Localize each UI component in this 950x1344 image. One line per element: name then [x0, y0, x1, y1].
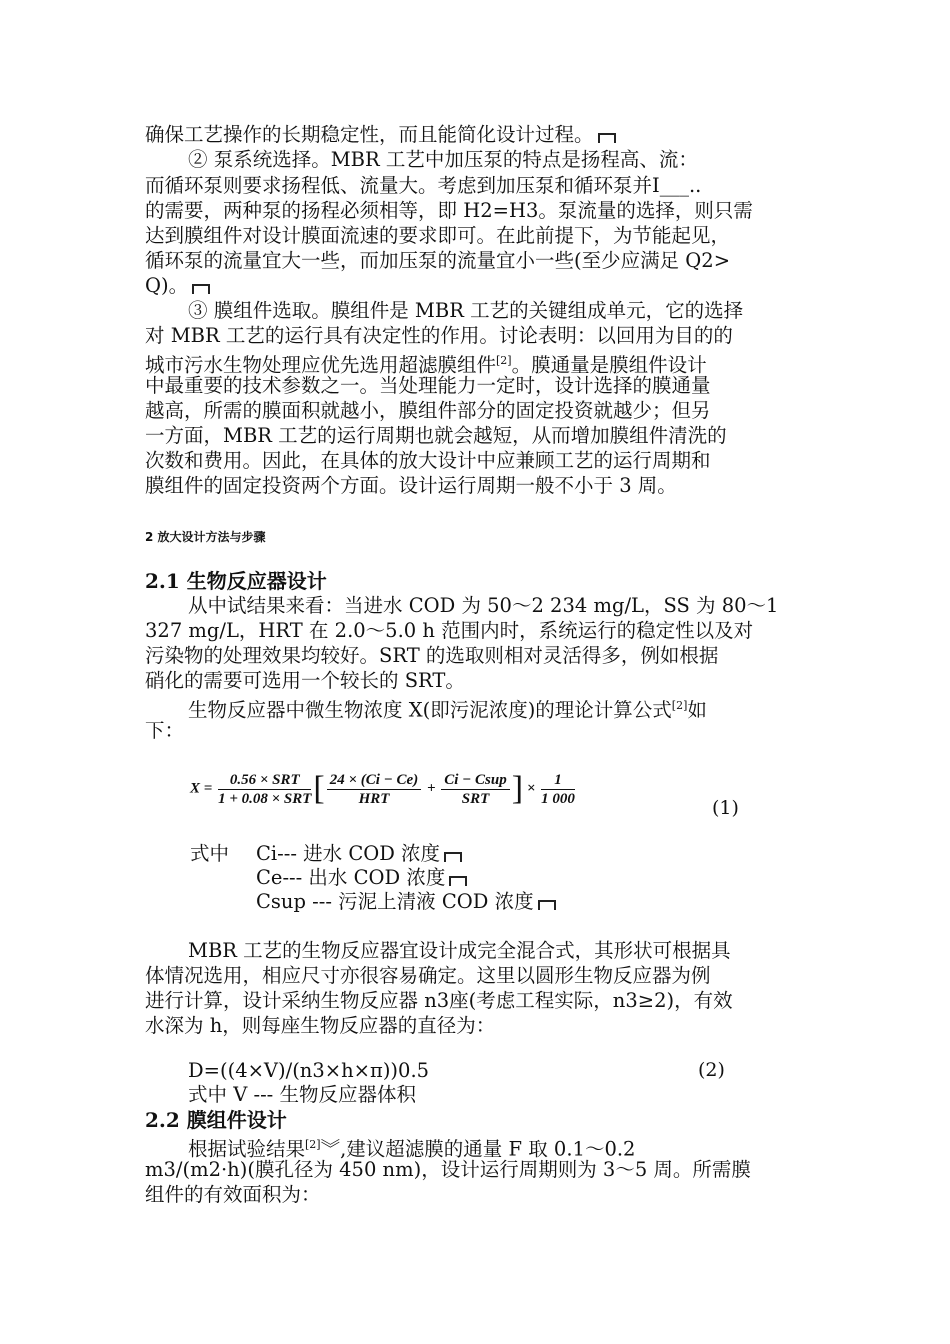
equation-2: D=((4×V)/(n3×h×π))0.5 — [188, 1059, 430, 1082]
text-line: ③ 膜组件选取。膜组件是 MBR 工艺的关键组成单元，它的选择 — [188, 299, 744, 322]
fraction: $\frac{1}{1 000}$ — [541, 771, 575, 807]
variable-definition: Csup --- 污泥上清液 COD 浓度 — [256, 890, 556, 914]
text-line: 中最重要的技术参数之一。当处理能力一定时，设计选择的膜通量 — [145, 374, 711, 397]
edit-mark-icon — [598, 133, 616, 143]
text-line: 膜组件的固定投资两个方面。设计运行周期一般不小于 3 周。 — [145, 474, 677, 497]
equation-number: (2) — [698, 1059, 725, 1081]
text-line: 进行计算，设计采纳生物反应器 n3座(考虑工程实际，n3≥2)，有效 — [145, 989, 733, 1012]
variable-definition: Ce--- 出水 COD 浓度 — [256, 866, 467, 890]
citation: [2] — [305, 1138, 321, 1151]
where-line: 式中 V --- 生物反应器体积 — [188, 1083, 416, 1106]
text-line: 的需要，两种泵的扬程必须相等，即 H2=H3。泵流量的选择，则只需 — [145, 199, 753, 222]
text-line: 次数和费用。因此，在具体的放大设计中应兼顾工艺的运行周期和 — [145, 449, 711, 472]
text-line: 体情况选用，相应尺寸亦很容易确定。这里以圆形生物反应器为例 — [145, 964, 711, 987]
citation: [2] — [496, 354, 512, 367]
edit-mark-icon — [192, 284, 210, 294]
text-line: 而循环泵则要求扬程低、流量大。考虑到加压泵和循环泵并I___.. — [145, 174, 702, 197]
text-line: MBR 工艺的生物反应器宜设计成完全混合式，其形状可根据具 — [188, 939, 731, 962]
text-line: 水深为 h，则每座生物反应器的直径为： — [145, 1014, 496, 1037]
text-line: 达到膜组件对设计膜面流速的要求即可。在此前提下，为节能起见， — [145, 224, 731, 247]
text-line: m3/(m2·h)(膜孔径为 450 nm)，设计运行周期则为 3～5 周。所需膜 — [145, 1158, 751, 1181]
where-label: 式中 — [190, 842, 230, 865]
fraction: $\frac{24 \times (Ci - Ce)}{\text{HRT}}$ — [327, 771, 421, 808]
fraction: $\frac{\text{0.56 × SRT}}{\text{1 + 0.08 × SRT}}$ — [218, 771, 312, 807]
fraction: $\frac{\text{Ci − Csup}}{\text{SRT}}$ — [441, 771, 509, 808]
variable-definition: Ci--- 进水 COD 浓度 — [256, 842, 462, 866]
text-line: 组件的有效面积为： — [145, 1183, 321, 1206]
equation-1: X = $\frac{\text{0.56 × SRT}}{\text{1 + 0.08 × SRT}}$ [ $\frac{24 \times (Ci - Ce)}{\text{HRT}}$ + $\frac{\text{Ci − Csup}}{\text{SRT}}$ ] × $\frac{1}{1 000}$ — [190, 770, 575, 807]
edit-mark-icon — [538, 900, 556, 910]
text-line: 从中试结果来看：当进水 COD 为 50～2 234 mg/L，SS 为 80～1 — [188, 594, 779, 617]
text-line: Q)。 — [145, 274, 210, 298]
text-line: 一方面，MBR 工艺的运行周期也就会越短，从而增加膜组件清洗的 — [145, 424, 727, 447]
text-line: 越高，所需的膜面积就越小，膜组件部分的固定投资就越少；但另 — [145, 399, 711, 422]
text-line: 循环泵的流量宜大一些，而加压泵的流量宜小一些(至少应满足 Q2> — [145, 249, 731, 272]
text-line: 根据试验结果[2]︾,建议超滤膜的通量 F 取 0.1～0.2 — [188, 1137, 636, 1161]
section-heading: 2 放大设计方法与步骤 — [145, 530, 266, 544]
text-line: 下： — [145, 719, 185, 742]
text-line: 确保工艺操作的长期稳定性，而且能简化设计过程。 — [145, 123, 616, 147]
equation-number: (1) — [712, 797, 739, 819]
text-line: 327 mg/L，HRT 在 2.0～5.0 h 范围内时，系统运行的稳定性以及对 — [145, 619, 754, 642]
text-line: 对 MBR 工艺的运行具有决定性的作用。讨论表明：以回用为目的的 — [145, 324, 733, 347]
citation: [2] — [671, 699, 688, 712]
subsection-heading: 2.1 生物反应器设计 — [145, 569, 327, 593]
text-line: ② 泵系统选择。MBR 工艺中加压泵的特点是扬程高、流： — [188, 148, 698, 171]
edit-mark-icon — [449, 876, 467, 886]
text-line: 污染物的处理效果均较好。SRT 的选取则相对灵活得多，例如根据 — [145, 644, 719, 667]
edit-mark-icon — [444, 852, 462, 862]
text-line: 城市污水生物处理应优先选用超滤膜组件[2]。膜通量是膜组件设计 — [145, 353, 707, 377]
text-line: 生物反应器中微生物浓度 X(即污泥浓度)的理论计算公式[2]如 — [188, 698, 707, 722]
text-line: 硝化的需要可选用一个较长的 SRT。 — [145, 669, 465, 692]
subsection-heading: 2.2 膜组件设计 — [145, 1108, 287, 1132]
